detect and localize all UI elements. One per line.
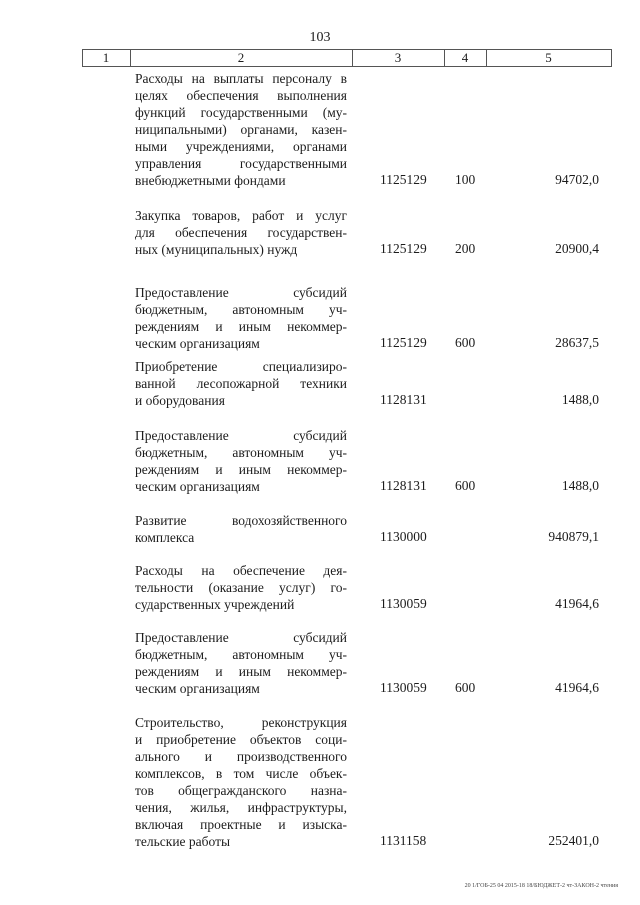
description-line: тельности (оказание услуг) го- <box>135 580 347 595</box>
row-expense-type: 200 <box>455 241 476 256</box>
description-line: чения, жилья, инфраструктуры, <box>135 800 347 815</box>
row-expense-type: 600 <box>455 680 476 695</box>
header-col-1: 1 <box>102 50 110 65</box>
row-description <box>135 562 347 613</box>
description-line: управления государственными <box>135 156 347 171</box>
row-code: 1125129 <box>380 172 427 187</box>
row-expense-type: 600 <box>455 478 476 493</box>
row-description <box>135 358 347 409</box>
row-code: 1125129 <box>380 335 427 350</box>
table-header <box>82 49 612 67</box>
row-code: 1128131 <box>380 392 427 407</box>
row-code: 1125129 <box>380 241 427 256</box>
description-line: комплексов, в том числе объек- <box>135 766 347 781</box>
row-description <box>135 512 347 546</box>
description-line: ными учреждениями, органами <box>135 139 347 154</box>
row-description <box>135 427 347 495</box>
row-description <box>135 284 347 352</box>
row-amount: 20900,4 <box>555 241 599 256</box>
column-separator <box>611 50 612 66</box>
description-line: ального и производственного <box>135 749 347 764</box>
row-code: 1130059 <box>380 596 427 611</box>
description-line: внебюджетными фондами <box>135 173 286 188</box>
description-line: ниципальными) органами, казен- <box>135 122 347 137</box>
row-amount: 1488,0 <box>561 478 599 493</box>
footer-text: 20 1/ГОБ-25 04 2015-18 18/БЮДЖЕТ-2 чт-ЗАКОН-2 чтения <box>464 883 618 889</box>
description-line: тов общегражданского назна- <box>135 783 347 798</box>
row-amount: 1488,0 <box>561 392 599 407</box>
row-amount: 252401,0 <box>548 833 599 848</box>
description-line: и оборудования <box>135 393 225 408</box>
description-line: для обеспечения государствен- <box>135 225 347 240</box>
row-expense-type: 100 <box>455 172 476 187</box>
row-description <box>135 207 347 258</box>
row-amount: 940879,1 <box>548 529 599 544</box>
row-code: 1130059 <box>380 680 427 695</box>
description-line: бюджетным, автономным уч- <box>135 647 347 662</box>
header-col-3: 3 <box>394 50 402 65</box>
description-line: Расходы на обеспечение дея- <box>135 563 347 578</box>
description-line: Предоставление субсидий <box>135 428 347 443</box>
header-col-2: 2 <box>237 50 245 65</box>
description-line: тельские работы <box>135 834 231 849</box>
row-code: 1128131 <box>380 478 427 493</box>
row-description <box>135 70 347 189</box>
description-line: ческим организациям <box>135 479 260 494</box>
description-line: и приобретение объектов соци- <box>135 732 347 747</box>
row-description <box>135 714 347 850</box>
description-line: Развитие водохозяйственного <box>135 513 347 528</box>
row-amount: 41964,6 <box>555 596 599 611</box>
row-code: 1130000 <box>380 529 427 544</box>
description-line: реждениям и иным некоммер- <box>135 319 347 334</box>
description-line: Закупка товаров, работ и услуг <box>135 208 347 223</box>
description-line: ванной лесопожарной техники <box>135 376 347 391</box>
header-col-5: 5 <box>545 50 552 65</box>
description-line: Строительство, реконструкция <box>135 715 347 730</box>
row-code: 1131158 <box>380 833 427 848</box>
row-amount: 28637,5 <box>555 335 599 350</box>
description-line: ческим организациям <box>135 336 260 351</box>
description-line: Предоставление субсидий <box>135 630 347 645</box>
description-line: Предоставление субсидий <box>135 285 347 300</box>
header-col-4: 4 <box>461 50 469 65</box>
row-expense-type: 600 <box>455 335 476 350</box>
description-line: реждениям и иным некоммер- <box>135 462 347 477</box>
description-line: реждениям и иным некоммер- <box>135 664 347 679</box>
description-line: бюджетным, автономным уч- <box>135 445 347 460</box>
row-amount: 94702,0 <box>555 172 599 187</box>
description-line: Расходы на выплаты персоналу в <box>135 71 347 86</box>
description-line: целях обеспечения выполнения <box>135 88 347 103</box>
row-description <box>135 629 347 697</box>
description-line: включая проектные и изыска- <box>135 817 347 832</box>
description-line: ческим организациям <box>135 681 260 696</box>
description-line: сударственных учреждений <box>135 597 295 612</box>
description-line: функций государственными (му- <box>135 105 347 120</box>
row-amount: 41964,6 <box>555 680 599 695</box>
description-line: комплекса <box>135 530 195 545</box>
description-line: ных (муниципальных) нужд <box>135 242 298 257</box>
page-number: 103 <box>309 30 331 45</box>
description-line: Приобретение специализиро- <box>135 359 347 374</box>
description-line: бюджетным, автономным уч- <box>135 302 347 317</box>
